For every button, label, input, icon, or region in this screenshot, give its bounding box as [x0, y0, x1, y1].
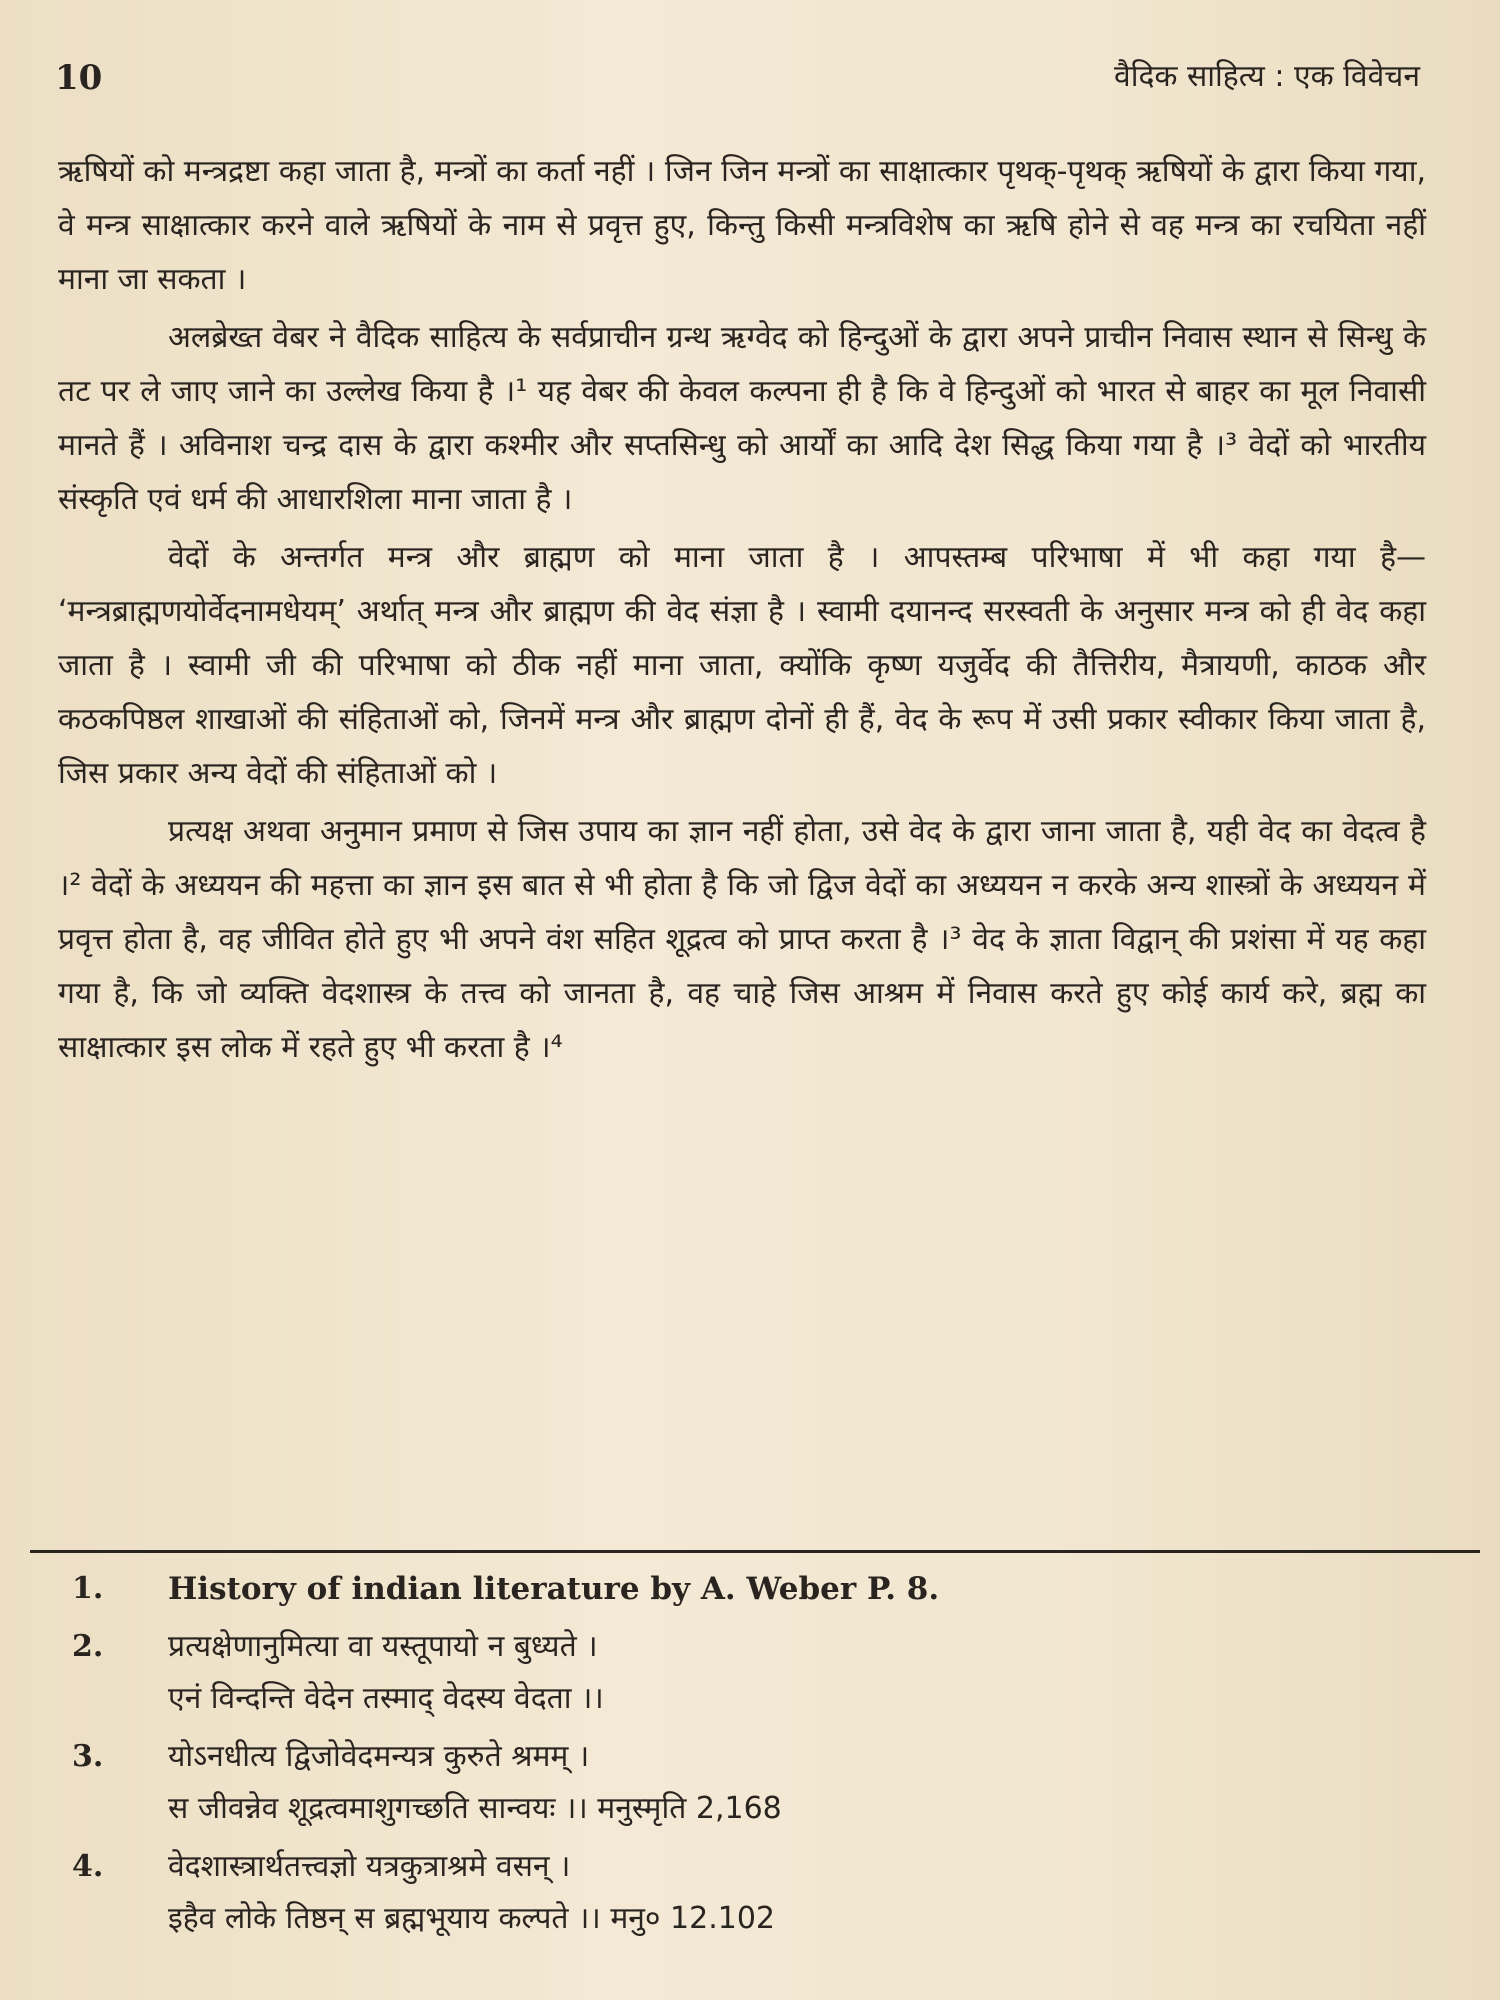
footnotes: [72, 1563, 1432, 1951]
body-text: [58, 145, 1426, 1079]
footnote-line: इहैव लोके तिष्ठन् स ब्रह्मभूयाय कल्पते ।। मनु० 12.102: [168, 1901, 776, 1936]
page-header: [55, 50, 1420, 110]
footnote-number: 4.: [72, 1849, 104, 1884]
paragraph: वेदों के अन्तर्गत मन्त्र और ब्राह्मण को माना जाता है । आपस्तम्ब परिभाषा में भी कहा गया है— ‘मन्त्रब्राह्मणयोर्वेदनामधेयम्’ अर्थात् मन्त्र और ब्राह्मण की वेद संज्ञा है । स्वामी दयानन्द सरस्वती के अनुसार मन्त्र को ही वेद कहा जाता है । स्वामी जी की परिभाषा को ठीक नहीं माना जाता, क्योंकि कृष्ण यजुर्वेद की तैत्तिरीय, मैत्रायणी, काठक और कठकपिष्ठल शाखाओं की संहिताओं को, जिनमें मन्त्र और ब्राह्मण दोनों ही हैं, वेद के रूप में उसी प्रकार स्वीकार किया जाता है, जिस प्रकार अन्य वेदों की संहिताओं को ।: [58, 540, 1426, 791]
footnote-line: स जीवन्नेव शूद्रत्वमाशुगच्छति सान्वयः ।। मनुस्मृति 2,168: [168, 1791, 782, 1826]
page-number: 10: [55, 58, 103, 98]
footnote-item: [72, 1841, 1432, 1945]
paragraph: ऋषियों को मन्त्रद्रष्टा कहा जाता है, मन्त्रों का कर्ता नहीं । जिन जिन मन्त्रों का साक्षात्कार पृथक्-पृथक् ऋषियों के द्वारा किया गया, वे मन्त्र साक्षात्कार करने वाले ऋषियों के नाम से प्रवृत्त हुए, किन्तु किसी मन्त्रविशेष का ऋषि होने से वह मन्त्र का रचयिता नहीं माना जा सकता ।: [58, 154, 1426, 297]
footnote-line: एनं विन्दन्ति वेदेन तस्माद् वेदस्य वेदता ।।: [168, 1681, 604, 1716]
footnote-divider: [30, 1550, 1480, 1553]
footnote-item: [72, 1621, 1432, 1725]
running-title: वैदिक साहित्य : एक विवेचन: [1114, 59, 1420, 94]
footnote-line: योऽनधीत्य द्विजोवेदमन्यत्र कुरुते श्रमम् ।: [168, 1739, 590, 1774]
footnote-item: [72, 1731, 1432, 1835]
footnote-line: प्रत्यक्षेणानुमित्या वा यस्तूपायो न बुध्यते ।: [168, 1629, 598, 1664]
footnote-number: 3.: [72, 1739, 104, 1774]
footnote-line: History of indian literature by A. Weber P. 8.: [168, 1571, 940, 1607]
paragraph: अलब्रेख्त वेबर ने वैदिक साहित्य के सर्वप्राचीन ग्रन्थ ऋग्वेद को हिन्दुओं के द्वारा अपने प्राचीन निवास स्थान से सिन्धु के तट पर ले जाए जाने का उल्लेख किया है ।¹ यह वेबर की केवल कल्पना ही है कि वे हिन्दुओं को भारत से बाहर का मूल निवासी मानते हैं । अविनाश चन्द्र दास के द्वारा कश्मीर और सप्तसिन्धु को आर्यों का आदि देश सिद्ध किया गया है ।³ वेदों को भारतीय संस्कृति एवं धर्म की आधारशिला माना जाता है ।: [58, 320, 1426, 517]
footnote-number: 1.: [72, 1571, 104, 1606]
footnote-item: [72, 1563, 1432, 1615]
footnote-number: 2.: [72, 1629, 104, 1664]
footnote-line: वेदशास्त्रार्थतत्त्वज्ञो यत्रकुत्राश्रमे वसन् ।: [168, 1849, 571, 1884]
paragraph: प्रत्यक्ष अथवा अनुमान प्रमाण से जिस उपाय का ज्ञान नहीं होता, उसे वेद के द्वारा जाना जाता है, यही वेद का वेदत्व है ।² वेदों के अध्ययन की महत्ता का ज्ञान इस बात से भी होता है कि जो द्विज वेदों का अध्ययन न करके अन्य शास्त्रों के अध्ययन में प्रवृत्त होता है, वह जीवित होते हुए भी अपने वंश सहित शूद्रत्व को प्राप्त करता है ।³ वेद के ज्ञाता विद्वान् की प्रशंसा में यह कहा गया है, कि जो व्यक्ति वेदशास्त्र के तत्त्व को जानता है, वह चाहे जिस आश्रम में निवास करते हुए कोई कार्य करे, ब्रह्म का साक्षात्कार इस लोक में रहते हुए भी करता है ।⁴: [58, 814, 1426, 1065]
